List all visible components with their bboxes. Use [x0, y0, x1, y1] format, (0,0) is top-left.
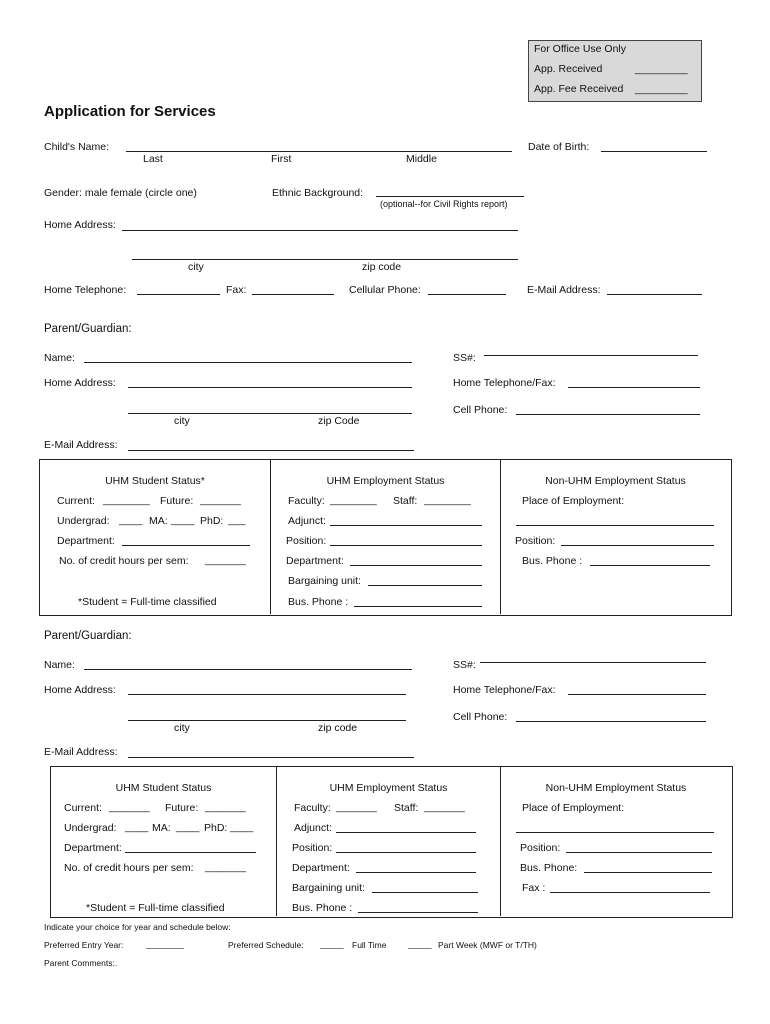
ethnic-note: (optional--for Civil Rights report): [380, 199, 508, 209]
t2-position-label: Position:: [292, 842, 333, 854]
t1-place-field[interactable]: [516, 525, 714, 526]
child-fax-label: Fax:: [226, 284, 247, 296]
t2-credits-label: No. of credit hours per sem:: [64, 862, 194, 874]
child-city-label: city: [188, 261, 204, 273]
t1-phd-label: PhD:: [200, 515, 224, 527]
parent1-name-label: Name:: [44, 352, 75, 364]
t2-place-label: Place of Employment:: [522, 802, 625, 814]
t1-position3-label: Position:: [515, 535, 556, 547]
entry-year-field[interactable]: ________: [146, 939, 184, 949]
parent2-tel-fax-field[interactable]: [568, 694, 706, 695]
office-use-box: [528, 40, 702, 102]
t2-ma-label: MA:: [152, 822, 171, 834]
parent1-email-field[interactable]: [128, 450, 414, 451]
t2-phd-label: PhD:: [204, 822, 228, 834]
t1-credits-field[interactable]: _______: [205, 554, 246, 566]
parent1-address-field[interactable]: [128, 387, 412, 388]
t2-bus-phone-field[interactable]: [358, 912, 478, 913]
t2-adjunct-field[interactable]: [336, 832, 476, 833]
child-first-label: First: [271, 153, 292, 165]
t1-col3-head: Non-UHM Employment Status: [545, 475, 686, 487]
t2-position3-field[interactable]: [566, 852, 712, 853]
t1-current-field[interactable]: ________: [103, 494, 150, 506]
t2-future-label: Future:: [165, 802, 199, 814]
t1-credits-label: No. of credit hours per sem:: [59, 555, 189, 567]
parent1-zip-label: zip Code: [318, 415, 360, 427]
t2-dept-label: Department:: [292, 862, 350, 874]
entry-year-label: Preferred Entry Year:: [44, 940, 124, 950]
parent1-address-line2[interactable]: [128, 413, 412, 414]
t1-staff-field[interactable]: ________: [424, 494, 471, 506]
t2-col2-head: UHM Employment Status: [329, 782, 448, 794]
parent1-cell-label: Cell Phone:: [453, 404, 508, 416]
t2-bargaining-label: Bargaining unit:: [292, 882, 365, 894]
t1-undergrad-label: Undergrad:: [57, 515, 110, 527]
t2-future-field[interactable]: _______: [205, 801, 246, 813]
t1-bus-phone-field[interactable]: [354, 606, 482, 607]
parent1-cell-field[interactable]: [516, 414, 700, 415]
t2-footnote: *Student = Full-time classified: [86, 902, 225, 914]
t2-faculty-field[interactable]: _______: [336, 801, 377, 813]
child-middle-label: Middle: [406, 153, 437, 165]
dob-field[interactable]: [601, 151, 707, 152]
child-cell-field[interactable]: [428, 294, 506, 295]
t1-ma-field[interactable]: ____: [171, 514, 195, 526]
t1-staff-label: Staff:: [393, 495, 418, 507]
t2-bus-phone3-label: Bus. Phone:: [520, 862, 578, 874]
child-fax-field[interactable]: [252, 294, 334, 295]
t2-dept-field[interactable]: [356, 872, 476, 873]
office-app-received: App. Received: [534, 63, 603, 75]
child-home-tel-field[interactable]: [137, 294, 220, 295]
t1-position-field[interactable]: [330, 545, 482, 546]
parent1-ss-label: SS#:: [453, 352, 476, 364]
parent1-address-label: Home Address:: [44, 377, 116, 389]
t2-staff-field[interactable]: _______: [424, 801, 465, 813]
t1-adjunct-field[interactable]: [330, 525, 482, 526]
indicate-text: Indicate your choice for year and schedule below:: [44, 922, 231, 932]
t1-future-field[interactable]: _______: [200, 494, 241, 506]
parent2-name-label: Name:: [44, 659, 75, 671]
t1-undergrad-field[interactable]: ____: [119, 514, 143, 526]
t2-department-field[interactable]: [125, 852, 256, 853]
t1-faculty-label: Faculty:: [288, 495, 325, 507]
t1-position-label: Position:: [286, 535, 327, 547]
parent2-tel-fax-label: Home Telephone/Fax:: [453, 684, 556, 696]
t1-phd-field[interactable]: ___: [228, 514, 246, 526]
parent1-email-label: E-Mail Address:: [44, 439, 118, 451]
form-title: Application for Services: [44, 103, 216, 120]
office-fee-received: App. Fee Received: [534, 83, 624, 95]
child-zip-label: zip code: [362, 261, 402, 273]
t2-position-field[interactable]: [336, 852, 476, 853]
t2-bus-phone-label: Bus. Phone :: [292, 902, 353, 914]
parent2-cell-field[interactable]: [516, 721, 706, 722]
child-name-field[interactable]: [126, 151, 512, 152]
dob-label: Date of Birth:: [528, 141, 590, 153]
t2-staff-label: Staff:: [394, 802, 419, 814]
parent2-city-label: city: [174, 722, 190, 734]
child-last-label: Last: [143, 153, 163, 165]
t1-dept-field[interactable]: [350, 565, 482, 566]
t2-position3-label: Position:: [520, 842, 561, 854]
t1-department-field[interactable]: [122, 545, 250, 546]
t2-col1-head: UHM Student Status: [115, 782, 212, 794]
parent1-tel-fax-field[interactable]: [568, 387, 700, 388]
parent2-name-field[interactable]: [84, 669, 412, 670]
child-address-line2[interactable]: [132, 259, 518, 260]
t2-undergrad-field[interactable]: ____: [125, 821, 149, 833]
parent2-cell-label: Cell Phone:: [453, 711, 508, 723]
part-week-field[interactable]: _____: [408, 939, 432, 949]
t1-faculty-field[interactable]: ________: [330, 494, 377, 506]
office-received-blank: _________: [635, 63, 688, 75]
t1-col1-head: UHM Student Status*: [105, 475, 205, 487]
parent2-zip-label: zip code: [318, 722, 358, 734]
t2-current-field[interactable]: _______: [109, 801, 150, 813]
child-email-label: E-Mail Address:: [527, 284, 601, 296]
parent2-address-line2[interactable]: [128, 720, 406, 721]
parent1-heading: Parent/Guardian:: [44, 323, 132, 335]
parent2-ss-label: SS#:: [453, 659, 476, 671]
t1-future-label: Future:: [160, 495, 194, 507]
gender-label: Gender: male female (circle one): [44, 187, 197, 199]
child-name-label: Child's Name:: [44, 141, 110, 153]
t1-bus-phone-label: Bus. Phone :: [288, 596, 349, 608]
t2-adjunct-label: Adjunct:: [294, 822, 332, 834]
ethnic-field[interactable]: [376, 196, 524, 197]
parent2-ss-field[interactable]: [480, 662, 706, 663]
t2-fax3-field[interactable]: [550, 892, 710, 893]
t1-bus-phone3-label: Bus. Phone :: [522, 555, 583, 567]
parent1-name-field[interactable]: [84, 362, 412, 363]
child-cell-label: Cellular Phone:: [349, 284, 421, 296]
child-email-field[interactable]: [607, 294, 702, 295]
t2-department-label: Department:: [64, 842, 122, 854]
child-address-label: Home Address:: [44, 219, 116, 231]
full-time-label: Full Time: [352, 940, 387, 950]
parent1-city-label: city: [174, 415, 190, 427]
t1-adjunct-label: Adjunct:: [288, 515, 326, 527]
parent1-ss-field[interactable]: [484, 355, 698, 356]
t1-bargaining-field[interactable]: [368, 585, 482, 586]
t1-current-label: Current:: [57, 495, 95, 507]
office-fee-blank: _________: [635, 83, 688, 95]
t1-department-label: Department:: [57, 535, 115, 547]
parent1-tel-fax-label: Home Telephone/Fax:: [453, 377, 556, 389]
child-address-field[interactable]: [122, 230, 518, 231]
t2-undergrad-label: Undergrad:: [64, 822, 117, 834]
t1-bargaining-label: Bargaining unit:: [288, 575, 361, 587]
parent2-address-field[interactable]: [128, 694, 406, 695]
office-title: For Office Use Only: [534, 43, 626, 55]
t1-col2-head: UHM Employment Status: [326, 475, 445, 487]
t1-position3-field[interactable]: [561, 545, 714, 546]
t2-current-label: Current:: [64, 802, 102, 814]
t2-ma-field[interactable]: ____: [176, 821, 200, 833]
schedule-label: Preferred Schedule:: [228, 940, 304, 950]
t1-place-label: Place of Employment:: [522, 495, 625, 507]
parent2-email-field[interactable]: [128, 757, 414, 758]
t2-phd-field[interactable]: ____: [230, 821, 254, 833]
t1-footnote: *Student = Full-time classified: [78, 596, 217, 608]
t1-bus-phone3-field[interactable]: [590, 565, 710, 566]
child-home-tel-label: Home Telephone:: [44, 284, 127, 296]
t2-bargaining-field[interactable]: [372, 892, 478, 893]
t1-ma-label: MA:: [149, 515, 168, 527]
t2-faculty-label: Faculty:: [294, 802, 331, 814]
t2-place-field[interactable]: [516, 832, 714, 833]
parent2-email-label: E-Mail Address:: [44, 746, 118, 758]
t2-col3-head: Non-UHM Employment Status: [545, 782, 687, 794]
parent2-address-label: Home Address:: [44, 684, 116, 696]
t2-credits-field[interactable]: _______: [205, 861, 246, 873]
t2-bus-phone3-field[interactable]: [584, 872, 712, 873]
parent-comments-label: Parent Comments:.: [44, 958, 118, 968]
t1-dept-label: Department:: [286, 555, 344, 567]
part-week-label: Part Week (MWF or T/TH): [438, 940, 537, 950]
ethnic-label: Ethnic Background:: [272, 187, 364, 199]
t2-fax3-label: Fax :: [522, 882, 546, 894]
parent2-heading: Parent/Guardian:: [44, 630, 132, 642]
full-time-field[interactable]: _____: [320, 939, 344, 949]
